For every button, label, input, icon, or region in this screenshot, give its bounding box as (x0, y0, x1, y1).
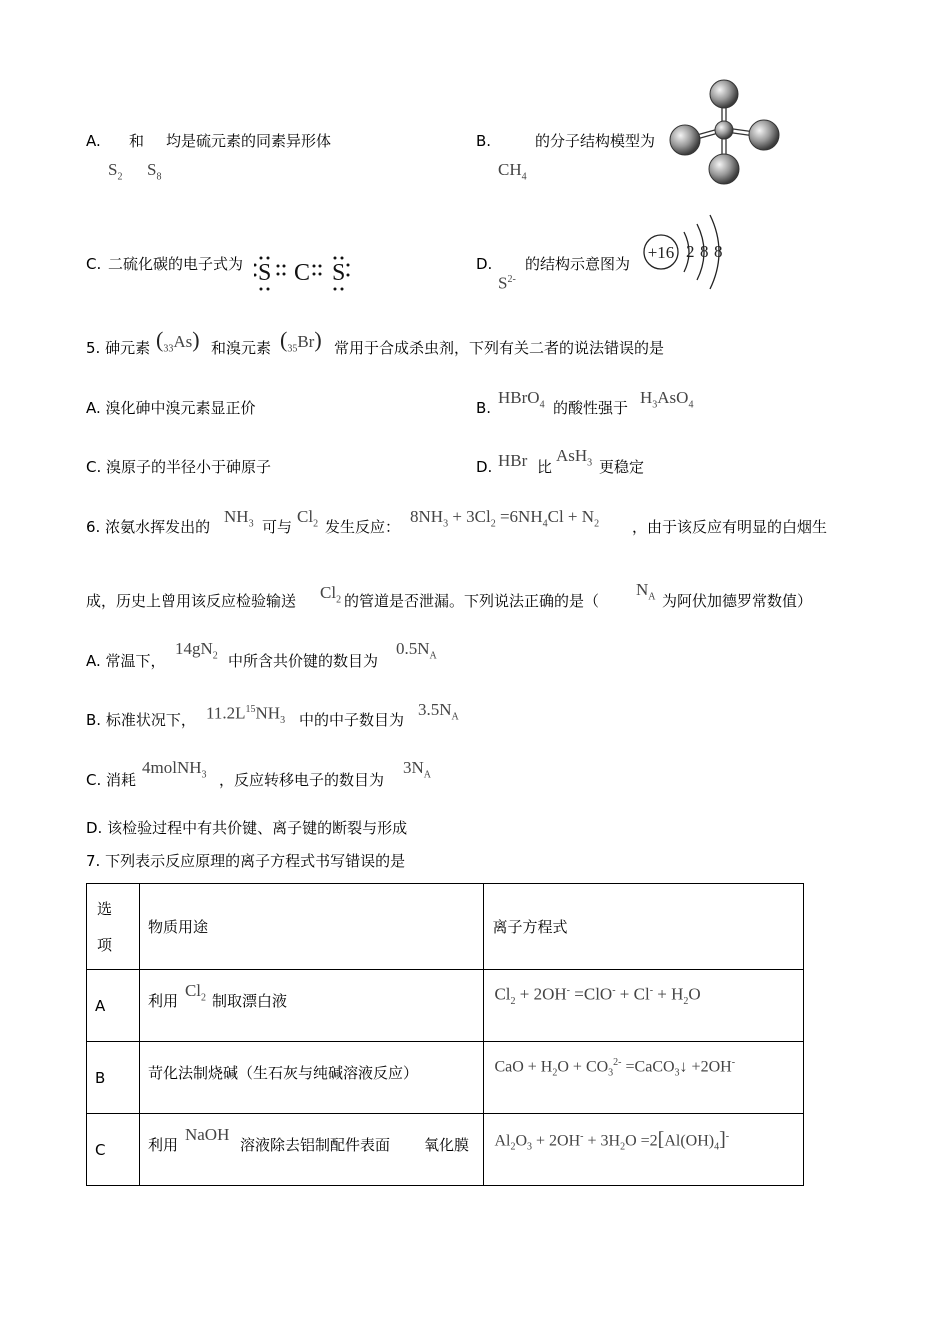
q5-stem-part3: 常用于合成杀虫剂，下列有关二者的说法错误的是 (334, 339, 665, 357)
shell-3-electrons: 8 (714, 242, 723, 261)
row-c-option: C (87, 1114, 140, 1186)
formula-na: $N_A$ (636, 580, 656, 603)
formula-14g-n2: $14gN_2$ (175, 639, 218, 662)
formula-nh3: $NH_3$ (224, 507, 254, 530)
q6-stem-part7: 为阿伏加德罗常数值） (662, 592, 813, 610)
q5-option-b-text: 的酸性强于 (553, 399, 629, 417)
nucleus-charge: +16 (647, 243, 675, 262)
hydrogen-atom-right (749, 120, 779, 150)
equation-c: $Al_2O_3 + 2OH^- + 3H_2O =2[Al(OH)_4]^-$ (494, 1127, 730, 1153)
hydrogen-atom-bottom (709, 154, 739, 184)
q6-option-b-part1: B. 标准状况下， (86, 711, 196, 729)
q4-option-d-text: 的结构示意图为 (525, 255, 631, 273)
formula-h3aso4: $H_3AsO_4$ (640, 388, 694, 411)
formula-hbr: HBr (498, 451, 528, 470)
q4-option-c-text: 二硫化碳的电子式为 (108, 255, 244, 273)
formula-naoh: NaOH (184, 1124, 230, 1144)
formula-s8: $S_8$ (147, 160, 162, 183)
row-a-option: A (87, 970, 140, 1042)
shell-1-electrons: 2 (686, 242, 695, 261)
equation-b: CaO + $H_2O + CO_3^{2-}$ =CaCO$_3$↓ +2OH- (494, 1056, 736, 1079)
q7-stem: 7. 下列表示反应原理的离子方程式书写错误的是 (86, 852, 406, 870)
q5-stem-part2: 和溴元素 (211, 339, 272, 357)
q4-option-a-text2: 均是硫元素的同素异形体 (166, 132, 332, 150)
sulfide-ion-structure-diagram (640, 212, 730, 294)
value-3-5na: $3.5N_A$ (418, 700, 459, 723)
bromine-symbol: $(_{35}Br)$ (280, 327, 322, 355)
q6-stem-part2: 可与 (262, 518, 293, 536)
q4-option-b-label: B. (476, 132, 492, 150)
value-0-5na: $0.5N_A$ (396, 639, 437, 662)
q6-stem-part3: 发生反应： (325, 518, 401, 536)
formula-11-2l-15nh3: $11.2L^{15}NH_3$ (206, 703, 286, 727)
formula-4mol-nh3: 4molNH$_3$ (142, 758, 207, 781)
formula-s2: $S_2$ (108, 160, 123, 183)
q5-option-a: A. 溴化砷中溴元素显正价 (86, 399, 256, 417)
q5-stem-part1: 5. 砷元素 (86, 339, 151, 357)
q6-option-b-part2: 中的中子数目为 (299, 711, 405, 729)
svg-text:S: S (332, 260, 346, 286)
q7-table (86, 883, 804, 1186)
formula-hbro4: HBrO$_4$ (498, 388, 545, 411)
formula-cl2-pipeline: $Cl_2$ (320, 583, 342, 606)
arsenic-symbol: $(_{33}As)$ (156, 327, 200, 355)
q6-option-c-part2: ，反应转移电子的数目为 (219, 771, 385, 789)
q5-option-b-label: B. (476, 399, 492, 417)
row-b-option: B (87, 1042, 140, 1114)
q6-option-a-part2: 中所含共价键的数目为 (228, 652, 379, 670)
q5-option-c: C. 溴原子的半径小于砷原子 (86, 458, 272, 476)
table-row (87, 970, 804, 1042)
q4-option-b-text: 的分子结构模型为 (535, 132, 656, 150)
formula-ash3: AsH$_3$ (556, 446, 593, 469)
q6-stem-part4: ，由于该反应有明显的白烟生 (632, 518, 828, 536)
row-b-equation (484, 1042, 804, 1114)
q4-option-c-label: C. (86, 255, 102, 273)
header-equation: 离子方程式 (484, 884, 804, 970)
formula-ch4: $CH_4$ (498, 160, 527, 183)
row-c-use: 利用 NaOH 溶液除去铝制配件表面 氧化膜 (139, 1114, 483, 1186)
q6-option-c-part1: C. 消耗 (86, 771, 137, 789)
q6-option-d: D. 该检验过程中有共价键、离子键的断裂与形成 (86, 819, 408, 837)
q5-option-d-label: D. (476, 458, 493, 476)
header-use: 物质用途 (139, 884, 483, 970)
row-a-equation (484, 970, 804, 1042)
row-a-use: 利用 $Cl_2$ 制取漂白液 (139, 970, 483, 1042)
cs2-electron-formula (254, 252, 350, 294)
hydrogen-atom-top (710, 80, 738, 108)
methane-ball-stick-model (664, 78, 786, 190)
table-header-row (87, 884, 804, 970)
svg-text:S: S (258, 260, 272, 286)
q6-option-a-part1: A. 常温下， (86, 652, 166, 670)
value-3na: $3N_A$ (403, 758, 432, 781)
q6-stem-part1: 6. 浓氨水挥发出的 (86, 518, 211, 536)
table-row (87, 1042, 804, 1114)
q6-stem-part6: 的管道是否泄漏。下列说法正确的是（ (344, 592, 600, 610)
row-b-use: 苛化法制烧碱（生石灰与纯碱溶液反应） (139, 1042, 483, 1114)
carbon-atom-center (715, 121, 733, 139)
table-row (87, 1114, 804, 1186)
reaction-equation: $8NH_3 + 3Cl_2 =6NH_4Cl + N_2$ (410, 507, 600, 530)
header-option: 选项 (87, 884, 140, 970)
equation-a: $Cl_2 + 2OH^- =ClO^- + Cl^- + H_2O$ (494, 984, 701, 1007)
hydrogen-atom-left (670, 125, 700, 155)
svg-text:C: C (294, 260, 311, 286)
q5-option-d-text2: 更稳定 (599, 458, 645, 476)
q6-stem-part5: 成，历史上曾用该反应检验输送 (86, 592, 297, 610)
shell-2-electrons: 8 (700, 242, 709, 261)
q4-option-a-label: A. (86, 132, 101, 150)
q4-option-a-text1: 和 (129, 132, 145, 150)
formula-sulfide-ion: $S^{2-}$ (498, 273, 516, 293)
q4-option-d-label: D. (476, 255, 493, 273)
q5-option-d-text1: 比 (537, 458, 553, 476)
formula-cl2: $Cl_2$ (297, 507, 319, 530)
formula-cl2-row-a: $Cl_2$ (184, 980, 207, 1003)
row-c-equation (484, 1114, 804, 1186)
